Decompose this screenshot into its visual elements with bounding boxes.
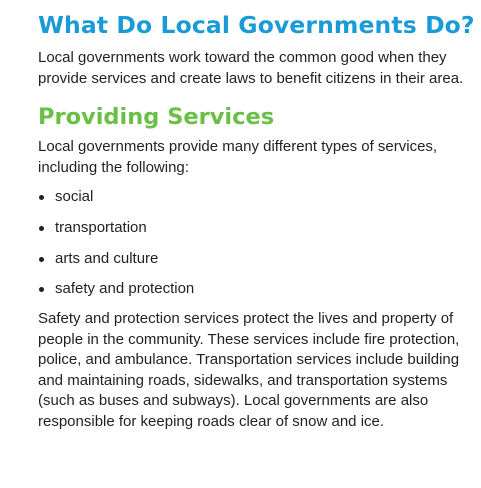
intro-paragraph: Local governments work toward the common good when they provide services and create laws to benefit citizens in their area. <box>38 49 464 87</box>
bullet-icon <box>39 226 44 231</box>
document-page <box>38 10 473 432</box>
list-item <box>38 218 473 239</box>
list-item-label: safety and protection <box>55 280 195 298</box>
list-item <box>38 187 473 208</box>
list-item-label: arts and culture <box>55 249 159 267</box>
list-item <box>38 279 473 300</box>
list-item-label: transportation <box>55 218 147 236</box>
services-list <box>38 187 473 300</box>
bullet-icon <box>39 257 44 262</box>
list-item-label: social <box>55 188 94 205</box>
bullet-icon <box>39 195 44 200</box>
closing-paragraph: Safety and protection services protect the lives and property of people in the community. These services include fire protection, police, and ambulance. Transportation services include building and maintaining roads, sidewalks, and transportation systems (such as buses and subways). Local governments are also responsible for keeping roads clear of snow and ice. <box>38 310 460 430</box>
list-item <box>38 249 473 270</box>
bullet-icon <box>39 287 44 292</box>
page-title: What Do Local Governments Do? <box>38 11 475 39</box>
services-intro-paragraph: Local governments provide many different types of services, including the following: <box>38 138 438 176</box>
section-heading: Providing Services <box>38 104 275 130</box>
